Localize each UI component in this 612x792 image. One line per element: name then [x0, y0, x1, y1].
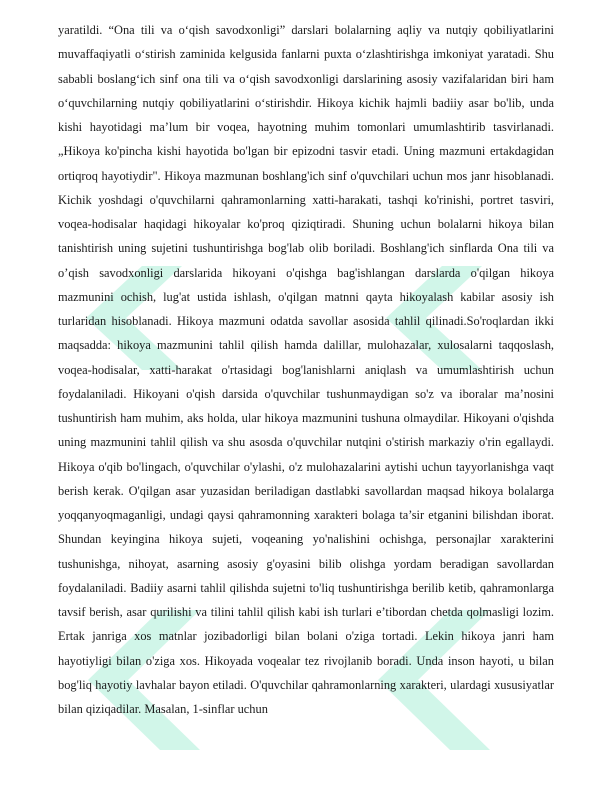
body-paragraph: yaratildi. “Ona tili va o‘qish savodxonligi” darslari bolalarning aqliy va nutqiy qobiliyatlarini muvaffaqiyatli o‘stirish zaminida kelgusida fanlarni puxta o‘zlashtirishga imkoniyat yaratadi. Shu sababli boslang‘ich sinf ona tili va o‘qish savodxonligi darslarining asosiy vazifalaridan biri ham o‘quvchilarning nutqiy qobiliyatlarini o‘stirishdir. Hikoya kichik hajmli badiiy asar bo'lib, unda kishi hayotidagi ma’lum bir voqea, hayotning muhim tomonlari umumlashtirib tasvirlanadi. „Hikoya ko'pincha kishi hayotida bo'lgan bir epizodni tasvir etadi. Uning mazmuni ertakdagidan ortiqroq hayotiydir". Hikoya mazmunan boshlang'ich sinf o'quvchilari uchun mos janr hisoblanadi. Kichik yoshdagi o'quvchilarni qahramonlarning xatti-harakati, tashqi ko'rinishi, portret tasviri, voqea-hodisalar haqidagi hikoyalar ko'proq qiziqtiradi. Shuning uchun bolalarni hikoya bilan tanishtirish uning sujetini tushuntirishga bog'lab olib boriladi. Boshlang'ich sinflarda Ona tili va o’qish savodxonligi darslarida hikoyani o'qishga bag'ishlangan darslarda o'qilgan hikoya mazmunini ochish, lug'at ustida ishlash, o'qilgan matnni qayta hikoyalash kabilar asosiy ish turlaridan hisoblanadi. Hikoya mazmuni odatda savollar asosida tahlil qilinadi.So'roqlardan ikki maqsadda: hikoya mazmunini tahlil qilish hamda dalillar, mulohazalar, xulosalarni taqqoslash, voqea-hodisalar, xatti-harakat o'rtasidagi bog'lanishlarni aniqlash va umumlashtirish uchun foydalaniladi. Hikoyani o'qish darsida o'quvchilar tushunmaydigan so'z va iboralar ma’nosini tushuntirish ham muhim, aks holda, ular hikoya mazmunini tushuna olmaydilar. Hikoyani o'qishda uning mazmunini tahlil qilish va shu asosda o'quvchilar nutqini o'stirish markaziy o'rin egallaydi. Hikoya o'qib bo'lingach, o'quvchilar o'ylashi, o'z mulohazalarini aytishi uchun tayyorlanishga vaqt berish kerak. O'qilgan asar yuzasidan beriladigan dastlabki savollardan maqsad hikoya bolalarga yoqqanyoqmaganligi, undagi qaysi qahramonning xarakteri bolaga ta’sir etganini bilishdan iborat. Shundan keyingina hikoya sujeti, voqeaning yo'nalishini ochishga, personajlar xarakterini tushunishga, nihoyat, asarning asosiy g'oyasini bilib olishga yordam beradigan savollardan foydalaniladi. Badiiy asarni tahlil qilishda sujetni to'liq tushuntirishga berilib ketib, qahramonlarga tavsif berish, asar qurilishi va tilini tahlil qilish kabi ish turlari e’tibordan chetda qolmasligi lozim. Ertak janriga xos matnlar jozibadorligi bilan bolani o'ziga tortadi. Lekin hikoya janri ham hayotiyligi bilan o'ziga xos. Hikoyada voqealar tez rivojlanib boradi. Unda inson hayoti, u bilan bog'liq hayotiy lavhalar bayon etiladi. O'quvchilar qahramonlarning xarakteri, ulardagi xususiyatlar bilan qiziqadilar. Masalan, 1-sinflar uchun — [58, 23, 554, 716]
